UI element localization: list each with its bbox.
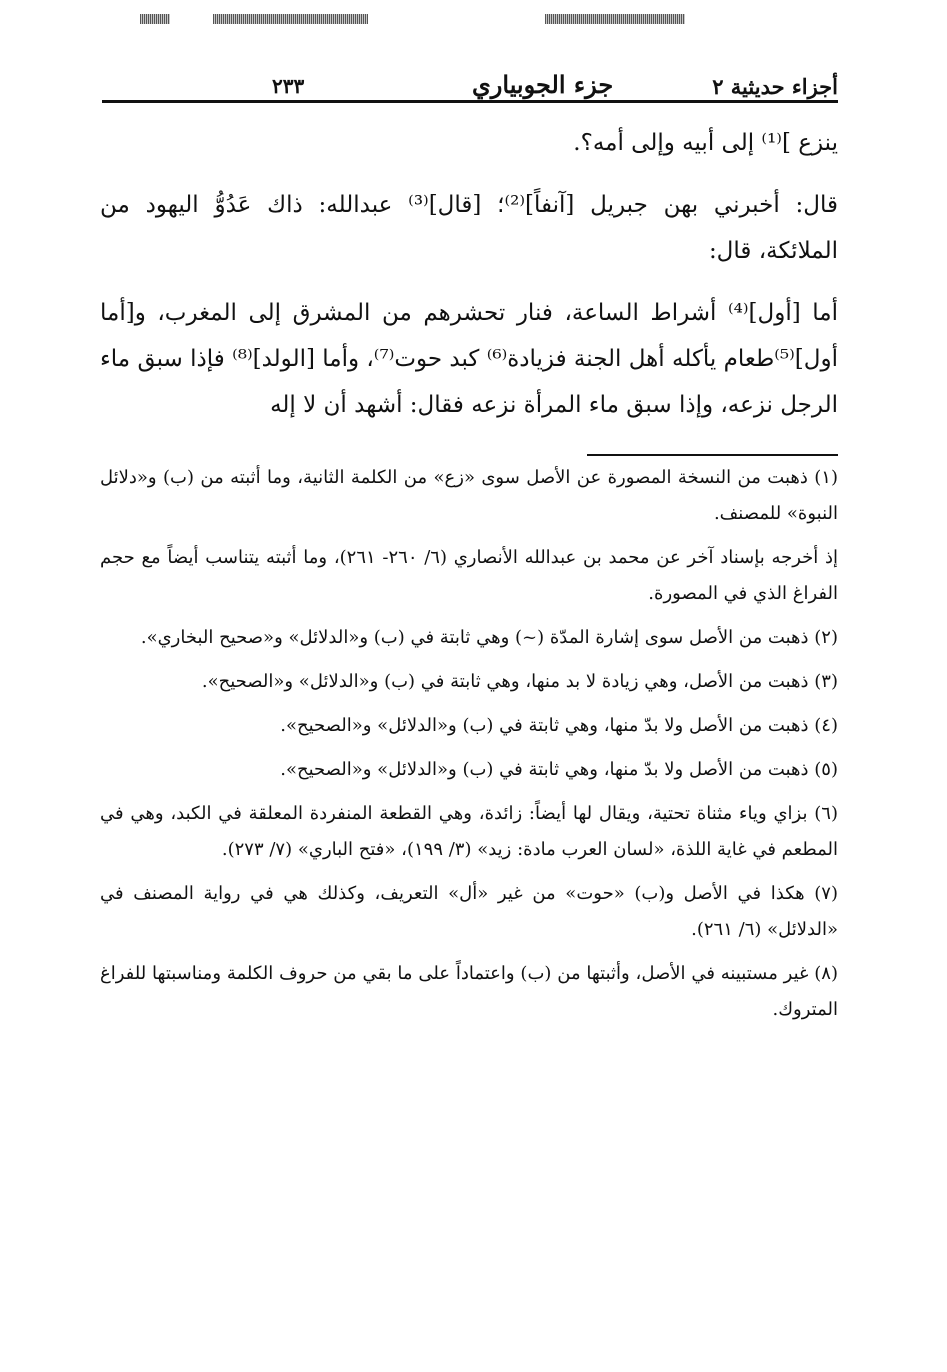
footnote: (١) ذهبت من النسخة المصورة عن الأصل سوى «زع» من الكلمة الثانية، وما أثبته من (ب) و«دلائل النبوة» للمصنف. (100, 467, 838, 524)
header-ornament-bar (213, 14, 368, 24)
body-paragraph: ينزع ]⁽¹⁾ إلى أبيه وإلى أمه؟. (573, 130, 838, 156)
footnote: (٦) بزاي وياء مثناة تحتية، ويقال لها أيضاً: زائدة، وهي القطعة المنفردة المعلقة في الكبد، وهي في المطعم في غاية اللذة، «لسان العرب مادة: زيد» (٣/ ١٩٩)، «فتح الباري» (٧/ ٢٧٣). (100, 803, 838, 860)
body-paragraph: أما [أول]⁽⁴⁾ أشراط الساعة، فنار تحشرهم من المشرق إلى المغرب، و[أما أول]⁽⁵⁾طعام يأكله أهل الجنة فزيادة⁽⁶⁾ كبد حوت⁽⁷⁾، وأما [الولد]⁽⁸⁾ فإذا سبق ماء الرجل نزعه، وإذا سبق ماء المرأة نزعه فقال: أشهد أن لا إله (99, 300, 838, 418)
header-ornament-bar (545, 14, 685, 24)
footnote: (٨) غير مستبينه في الأصل، وأثبتها من (ب) واعتماداً على ما بقي من حروف الكلمة ومناسبتها للفراغ المتروك. (100, 963, 838, 1020)
footnote: (٢) ذهبت من الأصل سوى إشارة المدّة (~) وهي ثابتة في (ب) و«الدلائل» و«صحيح البخاري». (140, 627, 838, 648)
footnote: إذ أخرجه بإسناد آخر عن محمد بن عبدالله الأنصاري (٦/ ٢٦٠- ٢٦١)، وما أثبته يتناسب أيضاً مع حجم الفراغ الذي في المصورة. (100, 547, 839, 604)
header-ornament-bar (140, 14, 170, 24)
footnote: (٣) ذهبت من الأصل، وهي زيادة لا بد منها، وهي ثابتة في (ب) و«الدلائل» و«الصحيح». (201, 671, 838, 692)
main-text (100, 120, 838, 428)
book-title: جزء الجوبياري (472, 70, 614, 99)
footnote-separator (587, 454, 838, 456)
header-rule (102, 100, 838, 103)
body-paragraph: قال: أخبرني بهن جبريل [آنفاً]⁽²⁾؛ [قال]⁽³⁾ عبدالله: ذاك عَدُوُّ اليهود من الملائكة، قال: (100, 192, 838, 264)
series-title: أجزاء حديثية ٢ (712, 74, 838, 99)
footnote: (٥) ذهبت من الأصل ولا بدّ منها، وهي ثابتة في (ب) و«الدلائل» و«الصحيح». (280, 759, 838, 780)
page-number: ٢٣٣ (272, 74, 305, 98)
footnotes (100, 460, 838, 1036)
footnote: (٧) هكذا في الأصل و(ب) «حوت» من غير «أل» التعريف، وكذلك هي في رواية المصنف في «الدلائل» (٦/ ٢٦١). (100, 883, 838, 940)
running-header (100, 70, 838, 110)
footnote: (٤) ذهبت من الأصل ولا بدّ منها، وهي ثابتة في (ب) و«الدلائل» و«الصحيح». (280, 715, 838, 736)
